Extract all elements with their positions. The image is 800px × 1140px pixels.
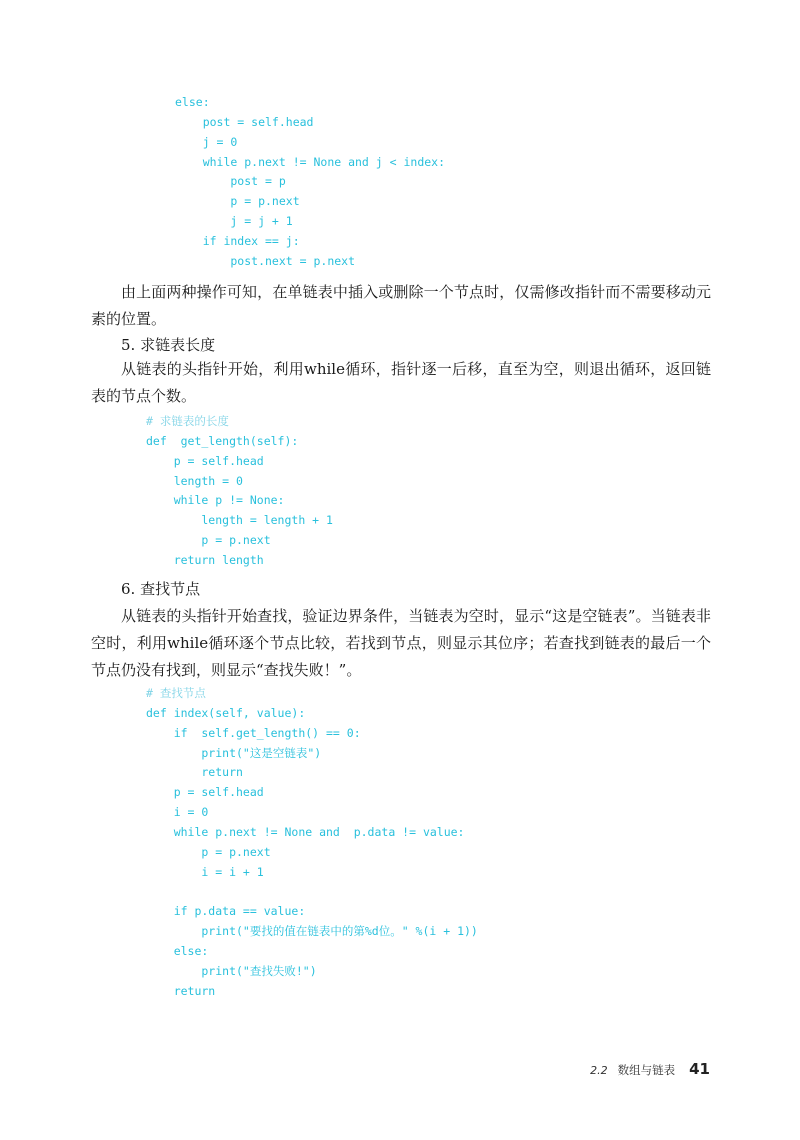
code-block-index <box>146 684 478 1002</box>
code-line: length = 0 <box>146 473 243 488</box>
code-line: p = self.head <box>146 785 264 800</box>
code-line: j = j + 1 <box>175 214 293 229</box>
code-line: while p != None: <box>146 493 285 508</box>
code-line: print("这是空链表") <box>146 745 322 760</box>
code-line: i = 0 <box>146 805 209 820</box>
code-line: p = self.head <box>146 453 264 468</box>
code-line: while p.next != None and p.data != value: <box>146 824 465 839</box>
page-number: 41 <box>689 1060 710 1078</box>
page-footer <box>590 1060 710 1078</box>
code-line: def index(self, value): <box>146 705 306 720</box>
code-line: def get_length(self): <box>146 433 299 448</box>
code-line: post.next = p.next <box>175 253 356 268</box>
code-line: while p.next != None and j < index: <box>175 154 446 169</box>
footer-section-number: 2.2 <box>590 1064 608 1077</box>
code-line: return length <box>146 552 264 567</box>
section-5-heading: 5. 求链表长度 <box>121 336 216 354</box>
code-line: p = p.next <box>146 844 271 859</box>
code-line: else: <box>146 943 209 958</box>
code-line: if self.get_length() == 0: <box>146 725 361 740</box>
section-6-heading: 6. 查找节点 <box>121 580 201 598</box>
code-line: p = p.next <box>146 533 271 548</box>
code-line: i = i + 1 <box>146 864 264 879</box>
code-line: post = self.head <box>175 114 314 129</box>
code-block-1 <box>175 93 445 272</box>
code-line: # 求链表的长度 <box>146 414 229 428</box>
code-block-length <box>146 412 333 571</box>
code-line: p = p.next <box>175 194 300 209</box>
footer-section-title: 数组与链表 <box>617 1063 676 1077</box>
code-line: print("查找失败!") <box>146 963 317 978</box>
code-line: else: <box>175 95 210 109</box>
code-line: return <box>146 983 216 998</box>
code-line: if index == j: <box>175 233 300 248</box>
code-line: return <box>146 765 243 780</box>
code-line: # 查找节点 <box>146 686 206 700</box>
section-6-paragraph: 从链表的头指针开始查找，验证边界条件，当链表为空时，显示“这是空链表”。当链表非空时，利用while循环逐个节点比较，若找到节点，则显示其位序；若查找到链表的最后一个节点仍没有找到，则显示“查找失败！”。 <box>91 607 711 679</box>
code-line: j = 0 <box>175 134 238 149</box>
paragraph-1: 由上面两种操作可知，在单链表中插入或删除一个节点时，仅需修改指针而不需要移动元素的位置。 <box>91 283 711 328</box>
section-5-paragraph: 从链表的头指针开始，利用while循环，指针逐一后移，直至为空，则退出循环，返回链表的节点个数。 <box>91 360 711 405</box>
code-line: print("要找的值在链表中的第%d位。" %(i + 1)) <box>146 924 478 939</box>
code-line: length = length + 1 <box>146 513 333 528</box>
code-line <box>146 882 478 902</box>
code-line: if p.data == value: <box>146 904 306 919</box>
code-line: post = p <box>175 174 286 189</box>
